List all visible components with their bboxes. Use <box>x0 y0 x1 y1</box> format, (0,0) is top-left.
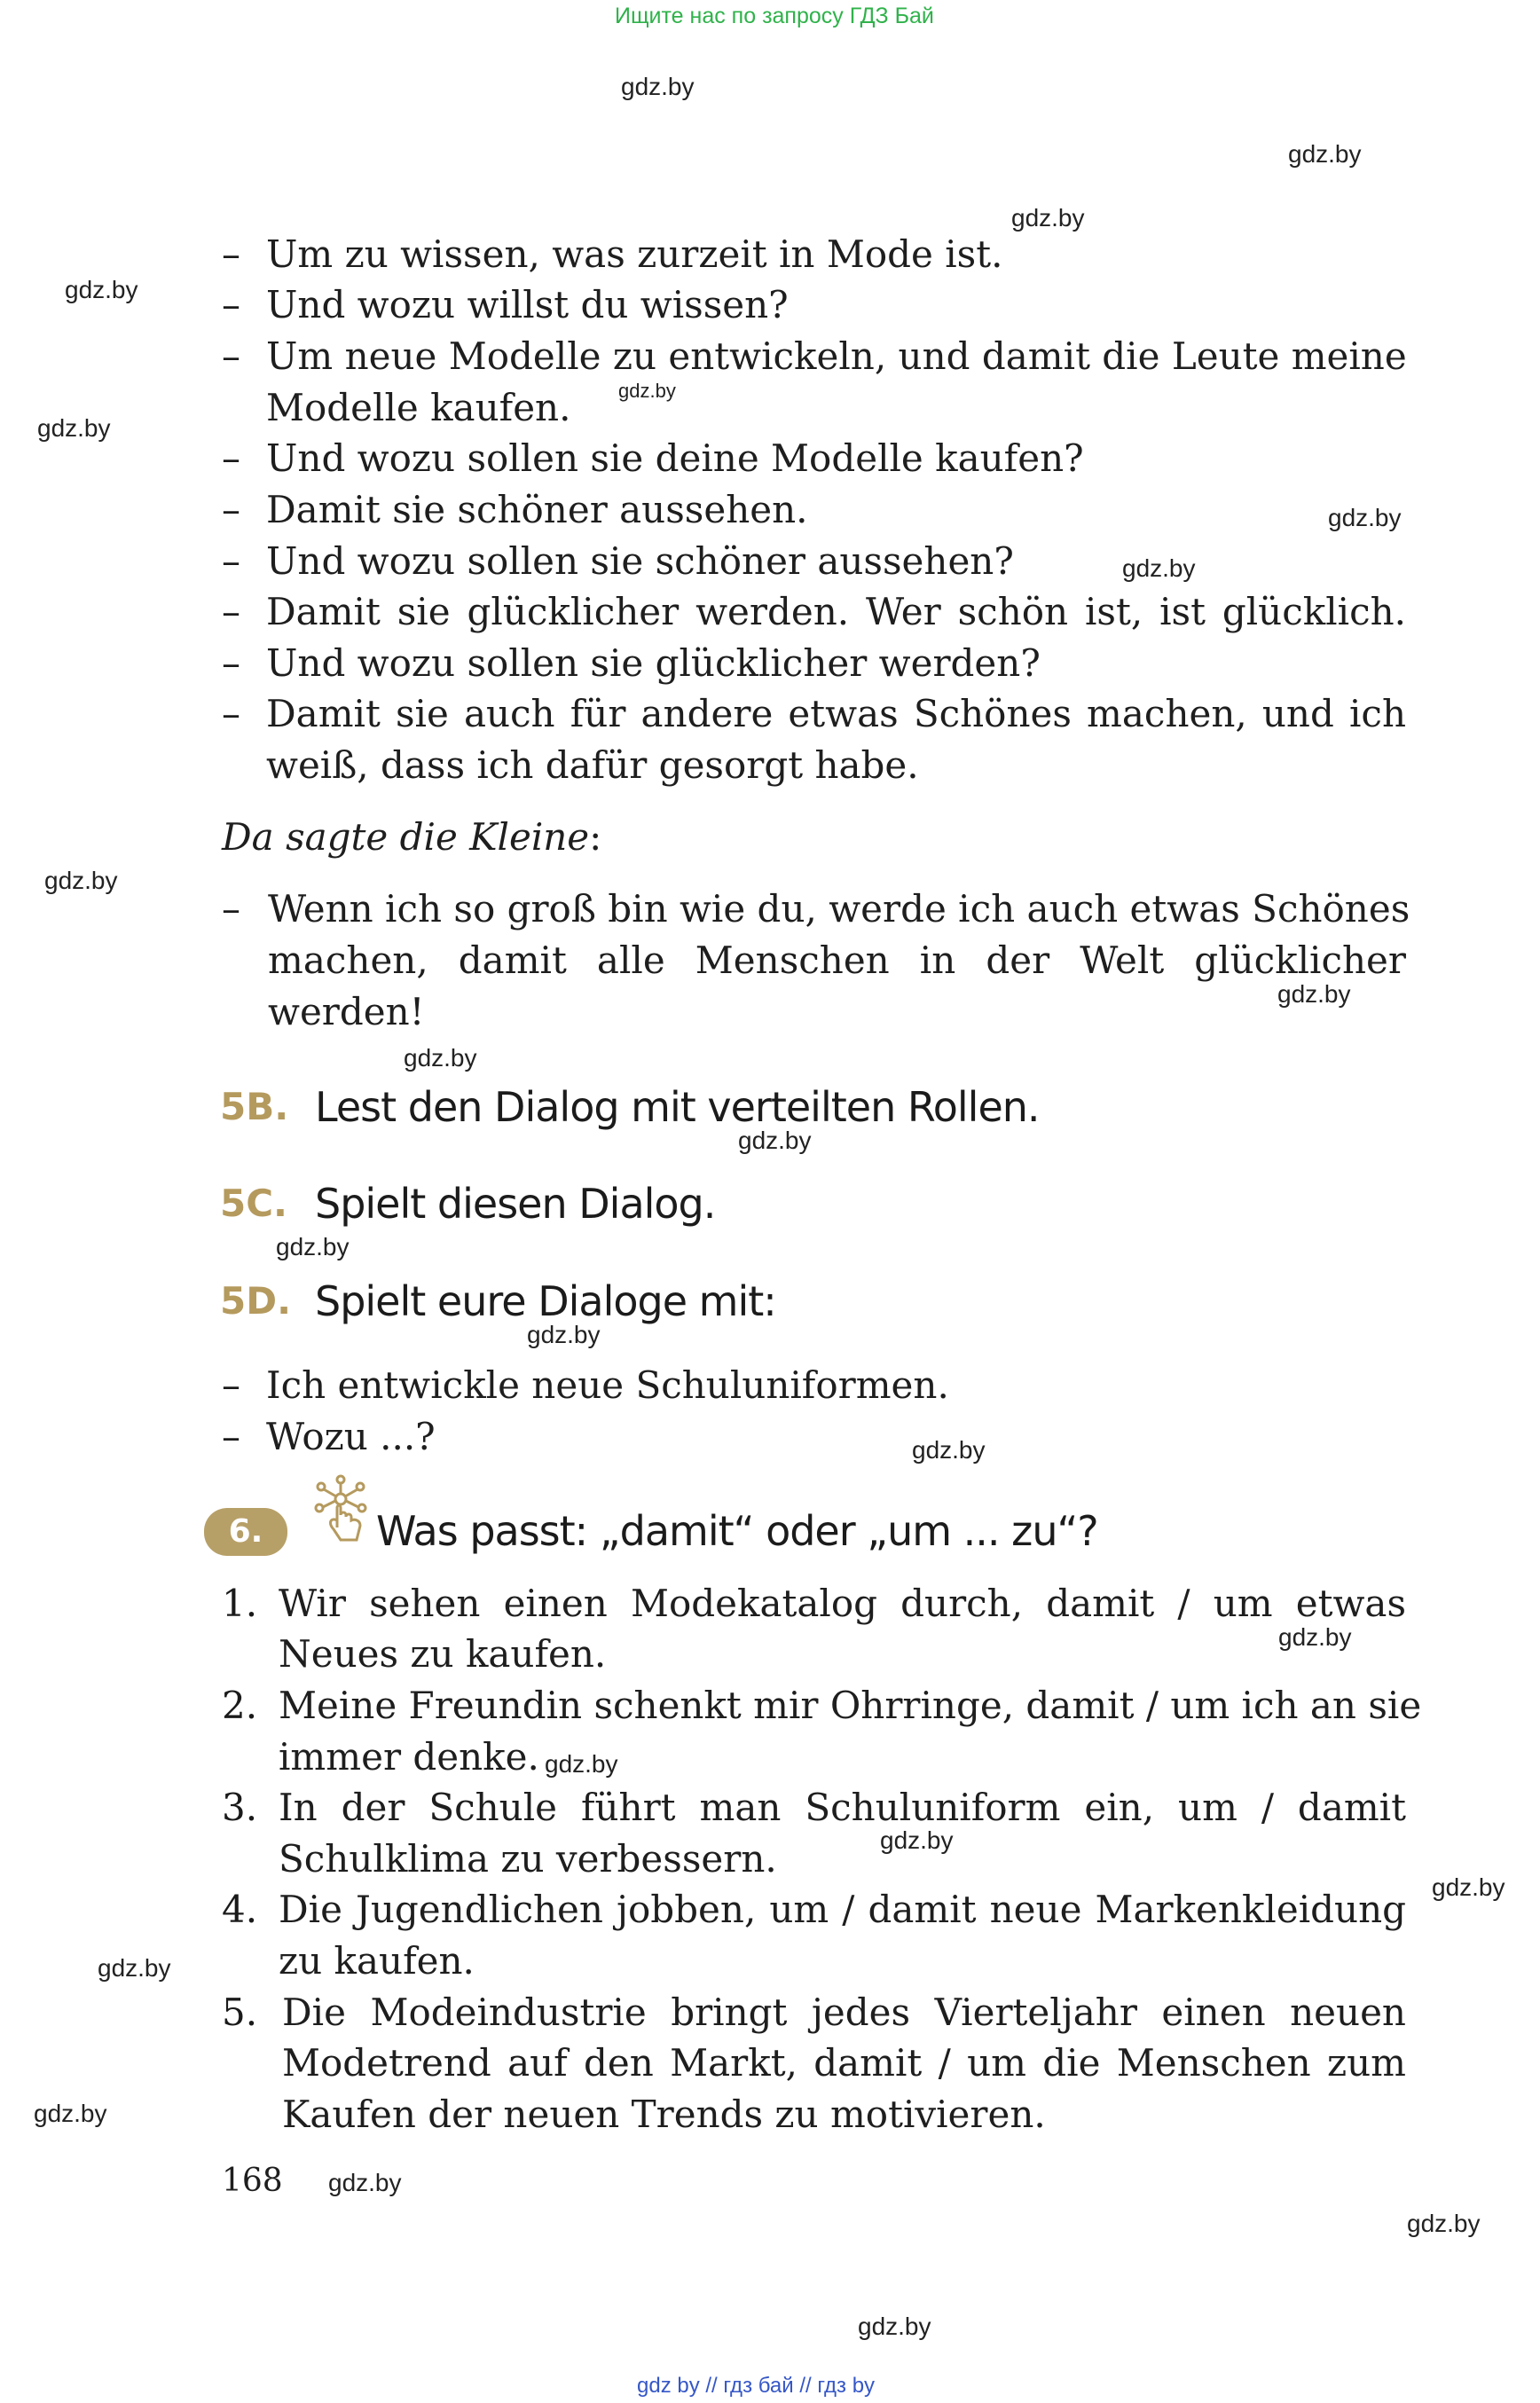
task-6-heading: Was passt: „damit“ oder „um ... zu“? <box>376 1507 1098 1555</box>
watermark: gdz.by <box>1277 980 1351 1008</box>
watermark: gdz.by <box>44 867 118 894</box>
watermark: gdz.by <box>34 2100 107 2127</box>
footer-banner[interactable]: gdz by // гдз бай // гдз by <box>637 2374 876 2398</box>
watermark: gdz.by <box>618 380 676 402</box>
task-6-label: 6. <box>204 1508 287 1556</box>
watermark: gdz.by <box>545 1750 618 1778</box>
dash: – <box>222 539 240 583</box>
dialog-line: Und wozu sollen sie glücklicher werden? <box>266 641 1041 685</box>
task-5c-label: 5C. <box>220 1182 288 1225</box>
watermark: gdz.by <box>527 1321 601 1348</box>
dialog-line: werden! <box>268 990 425 1033</box>
dash: – <box>222 1415 240 1458</box>
exercise-line: In der Schule führt man Schuluniform ein, um / damit <box>279 1786 1406 1829</box>
watermark: gdz.by <box>328 2169 402 2196</box>
exercise-line: immer denke. <box>279 1735 539 1779</box>
dash: – <box>222 641 240 685</box>
watermark: gdz.by <box>912 1436 986 1464</box>
dash: – <box>222 232 240 276</box>
dash: – <box>222 1363 240 1407</box>
dialog-line: Ich entwickle neue Schuluniformen. <box>266 1363 949 1407</box>
task-5d-heading: Spielt eure Dialoge mit: <box>315 1277 776 1325</box>
dash: – <box>222 488 240 531</box>
task-5d-label: 5D. <box>220 1279 292 1323</box>
watermark: gdz.by <box>1407 2210 1481 2237</box>
watermark: gdz.by <box>1122 554 1196 582</box>
exercise-number: 2. <box>222 1684 258 1727</box>
dash: – <box>222 887 240 931</box>
dialog-line: Wenn ich so groß bin wie du, werde ich auch etwas Schönes <box>268 887 1410 931</box>
dialog-line: Damit sie auch für andere etwas Schönes machen, und ich <box>266 692 1406 735</box>
dialog-line: Wozu ...? <box>266 1415 436 1458</box>
exercise-line: Wir sehen einen Modekatalog durch, damit / um etwas <box>279 1582 1406 1625</box>
task-5c-heading: Spielt diesen Dialog. <box>315 1180 716 1228</box>
dialog-line: machen, damit alle Menschen in der Welt glücklicher <box>268 938 1406 982</box>
watermark: gdz.by <box>65 276 138 303</box>
dash: – <box>222 436 240 480</box>
network-hand-icon <box>310 1472 374 1545</box>
watermark: gdz.by <box>1288 140 1362 168</box>
task-5b-label: 5B. <box>220 1085 289 1128</box>
exercise-line: zu kaufen. <box>279 1939 475 1983</box>
dialog-line: Und wozu sollen sie schöner aussehen? <box>266 539 1014 583</box>
exercise-line: Modetrend auf den Markt, damit / um die Menschen zum <box>282 2041 1406 2085</box>
exercise-line: Die Modeindustrie bringt jedes Vierteljahr einen neuen <box>282 1991 1406 2034</box>
dialog-line: Damit sie glücklicher werden. Wer schön ist, ist glücklich. <box>266 590 1406 633</box>
dialog-line: Und wozu willst du wissen? <box>266 283 789 326</box>
header-banner[interactable]: Ищите нас по запросу ГДЗ Бай <box>615 4 934 28</box>
exercise-line: Die Jugendlichen jobben, um / damit neue Markenkleidung <box>279 1888 1406 1931</box>
watermark: gdz.by <box>98 1954 171 1982</box>
watermark: gdz.by <box>880 1826 954 1854</box>
dash: – <box>222 334 240 378</box>
narration <box>222 812 601 863</box>
dialog-line: Um zu wissen, was zurzeit in Mode ist. <box>266 232 1003 276</box>
exercise-line: Schulklima zu verbessern. <box>279 1837 777 1881</box>
narration-colon: : <box>589 815 602 859</box>
narration-text: Da sagte die Kleine <box>222 815 590 859</box>
exercise-line: Kaufen der neuen Trends zu motivieren. <box>282 2093 1046 2136</box>
dash: – <box>222 590 240 633</box>
dialog-line: Modelle kaufen. <box>266 386 571 429</box>
exercise-line: Meine Freundin schenkt mir Ohrringe, damit / um ich an sie <box>279 1684 1422 1727</box>
exercise-number: 5. <box>222 1991 258 2034</box>
watermark: gdz.by <box>621 73 695 100</box>
watermark: gdz.by <box>37 414 111 442</box>
watermark: gdz.by <box>276 1233 350 1260</box>
dialog-line: Und wozu sollen sie deine Modelle kaufen? <box>266 436 1084 480</box>
watermark: gdz.by <box>858 2313 931 2340</box>
page-number: 168 <box>222 2163 283 2199</box>
watermark: gdz.by <box>738 1127 812 1154</box>
watermark: gdz.by <box>1011 204 1085 232</box>
dash: – <box>222 283 240 326</box>
dialog-line: weiß, dass ich dafür gesorgt habe. <box>266 743 919 787</box>
watermark: gdz.by <box>1432 1873 1505 1901</box>
task-5b-heading: Lest den Dialog mit verteilten Rollen. <box>315 1083 1040 1131</box>
exercise-number: 3. <box>222 1786 258 1829</box>
dash: – <box>222 692 240 735</box>
exercise-number: 4. <box>222 1888 258 1931</box>
dialog-line: Um neue Modelle zu entwickeln, und damit die Leute meine <box>266 334 1407 378</box>
exercise-number: 1. <box>222 1582 258 1625</box>
exercise-line: Neues zu kaufen. <box>279 1632 607 1676</box>
watermark: gdz.by <box>1328 504 1402 531</box>
watermark: gdz.by <box>1278 1623 1352 1651</box>
dialog-line: Damit sie schöner aussehen. <box>266 488 808 531</box>
watermark: gdz.by <box>404 1044 477 1072</box>
